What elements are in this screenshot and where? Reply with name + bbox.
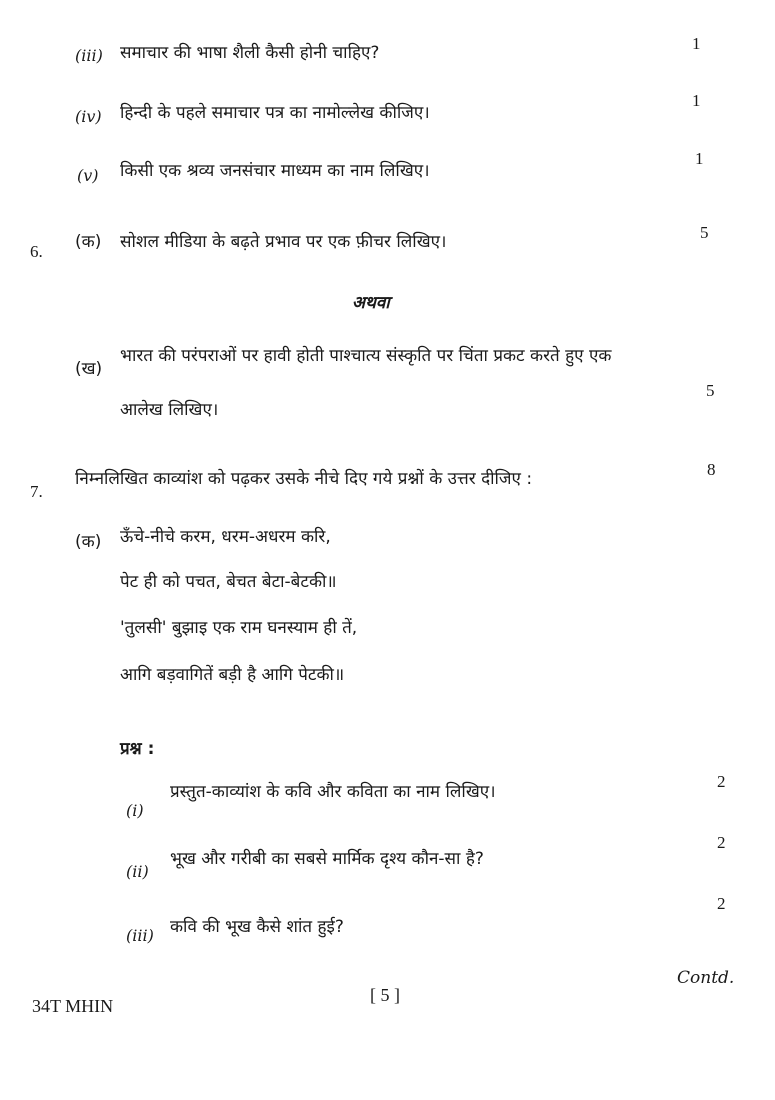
q5-item-marks: 1 (692, 91, 701, 110)
questions-heading: प्रश्न : (120, 739, 155, 759)
sub-question-label: (ii) (126, 862, 149, 881)
sub-question-text: कवि की भूख कैसे शांत हुई? (170, 917, 344, 937)
question-number: 6. (30, 242, 43, 261)
question-number: 7. (30, 482, 43, 501)
sub-question-marks: 2 (717, 772, 726, 791)
q6-part-label: (ख) (75, 359, 103, 379)
sub-question-label: (iii) (126, 926, 154, 945)
q5-item-text: हिन्दी के पहले समाचार पत्र का नामोल्लेख कीजिए। (120, 103, 430, 123)
q5-item-marks: 1 (692, 34, 701, 53)
sub-question-marks: 2 (717, 894, 726, 913)
q6-part-b-marks: 5 (706, 381, 715, 400)
page-number: [ 5 ] (370, 985, 400, 1005)
q5-item-text: समाचार की भाषा शैली कैसी होनी चाहिए? (120, 43, 380, 63)
sub-question-text: भूख और गरीबी का सबसे मार्मिक दृश्य कौन-सा है? (170, 849, 484, 869)
q5-item-label: (iii) (75, 46, 103, 65)
sub-question-marks: 2 (717, 833, 726, 852)
q5-item-marks: 1 (695, 149, 704, 168)
q6-part-a-marks: 5 (700, 223, 709, 242)
q6-part-b-text: भारत की परंपराओं पर हावी होती पाश्चात्य संस्कृति पर चिंता प्रकट करते हुए एक (120, 346, 612, 366)
poem-line: ऊँचे-नीचे करम, धरम-अधरम करि, (120, 527, 331, 547)
q5-item-label: (v) (77, 166, 99, 185)
sub-question-text: प्रस्तुत-काव्यांश के कवि और कविता का नाम लिखिए। (170, 782, 496, 802)
paper-code: 34T MHIN (32, 996, 114, 1016)
q5-item-text: किसी एक श्रव्य जनसंचार माध्यम का नाम लिखिए। (120, 161, 430, 181)
or-heading: अथवा (352, 293, 390, 313)
q6-part-b-text-continued: आलेख लिखिए। (120, 400, 219, 420)
poem-line: पेट ही को पचत, बेचत बेटा-बेटकी॥ (120, 572, 337, 592)
q7-marks: 8 (707, 460, 716, 479)
q5-item-label: (iv) (75, 107, 102, 126)
q7-part-label: (क) (75, 532, 102, 552)
q7-instruction: निम्नलिखित काव्यांश को पढ़कर उसके नीचे दिए गये प्रश्नों के उत्तर दीजिए : (75, 469, 533, 489)
q6-part-a-text: सोशल मीडिया के बढ़ते प्रभाव पर एक फ़ीचर लिखिए। (120, 232, 447, 252)
poem-line: 'तुलसी' बुझाइ एक राम घनस्याम ही तें, (120, 618, 358, 638)
q6-part-label: (क) (75, 232, 102, 252)
sub-question-label: (i) (126, 801, 144, 820)
poem-line: आगि बड़वागितें बड़ी है आगि पेटकी॥ (120, 665, 345, 685)
continued-note: Contd. (677, 968, 735, 988)
